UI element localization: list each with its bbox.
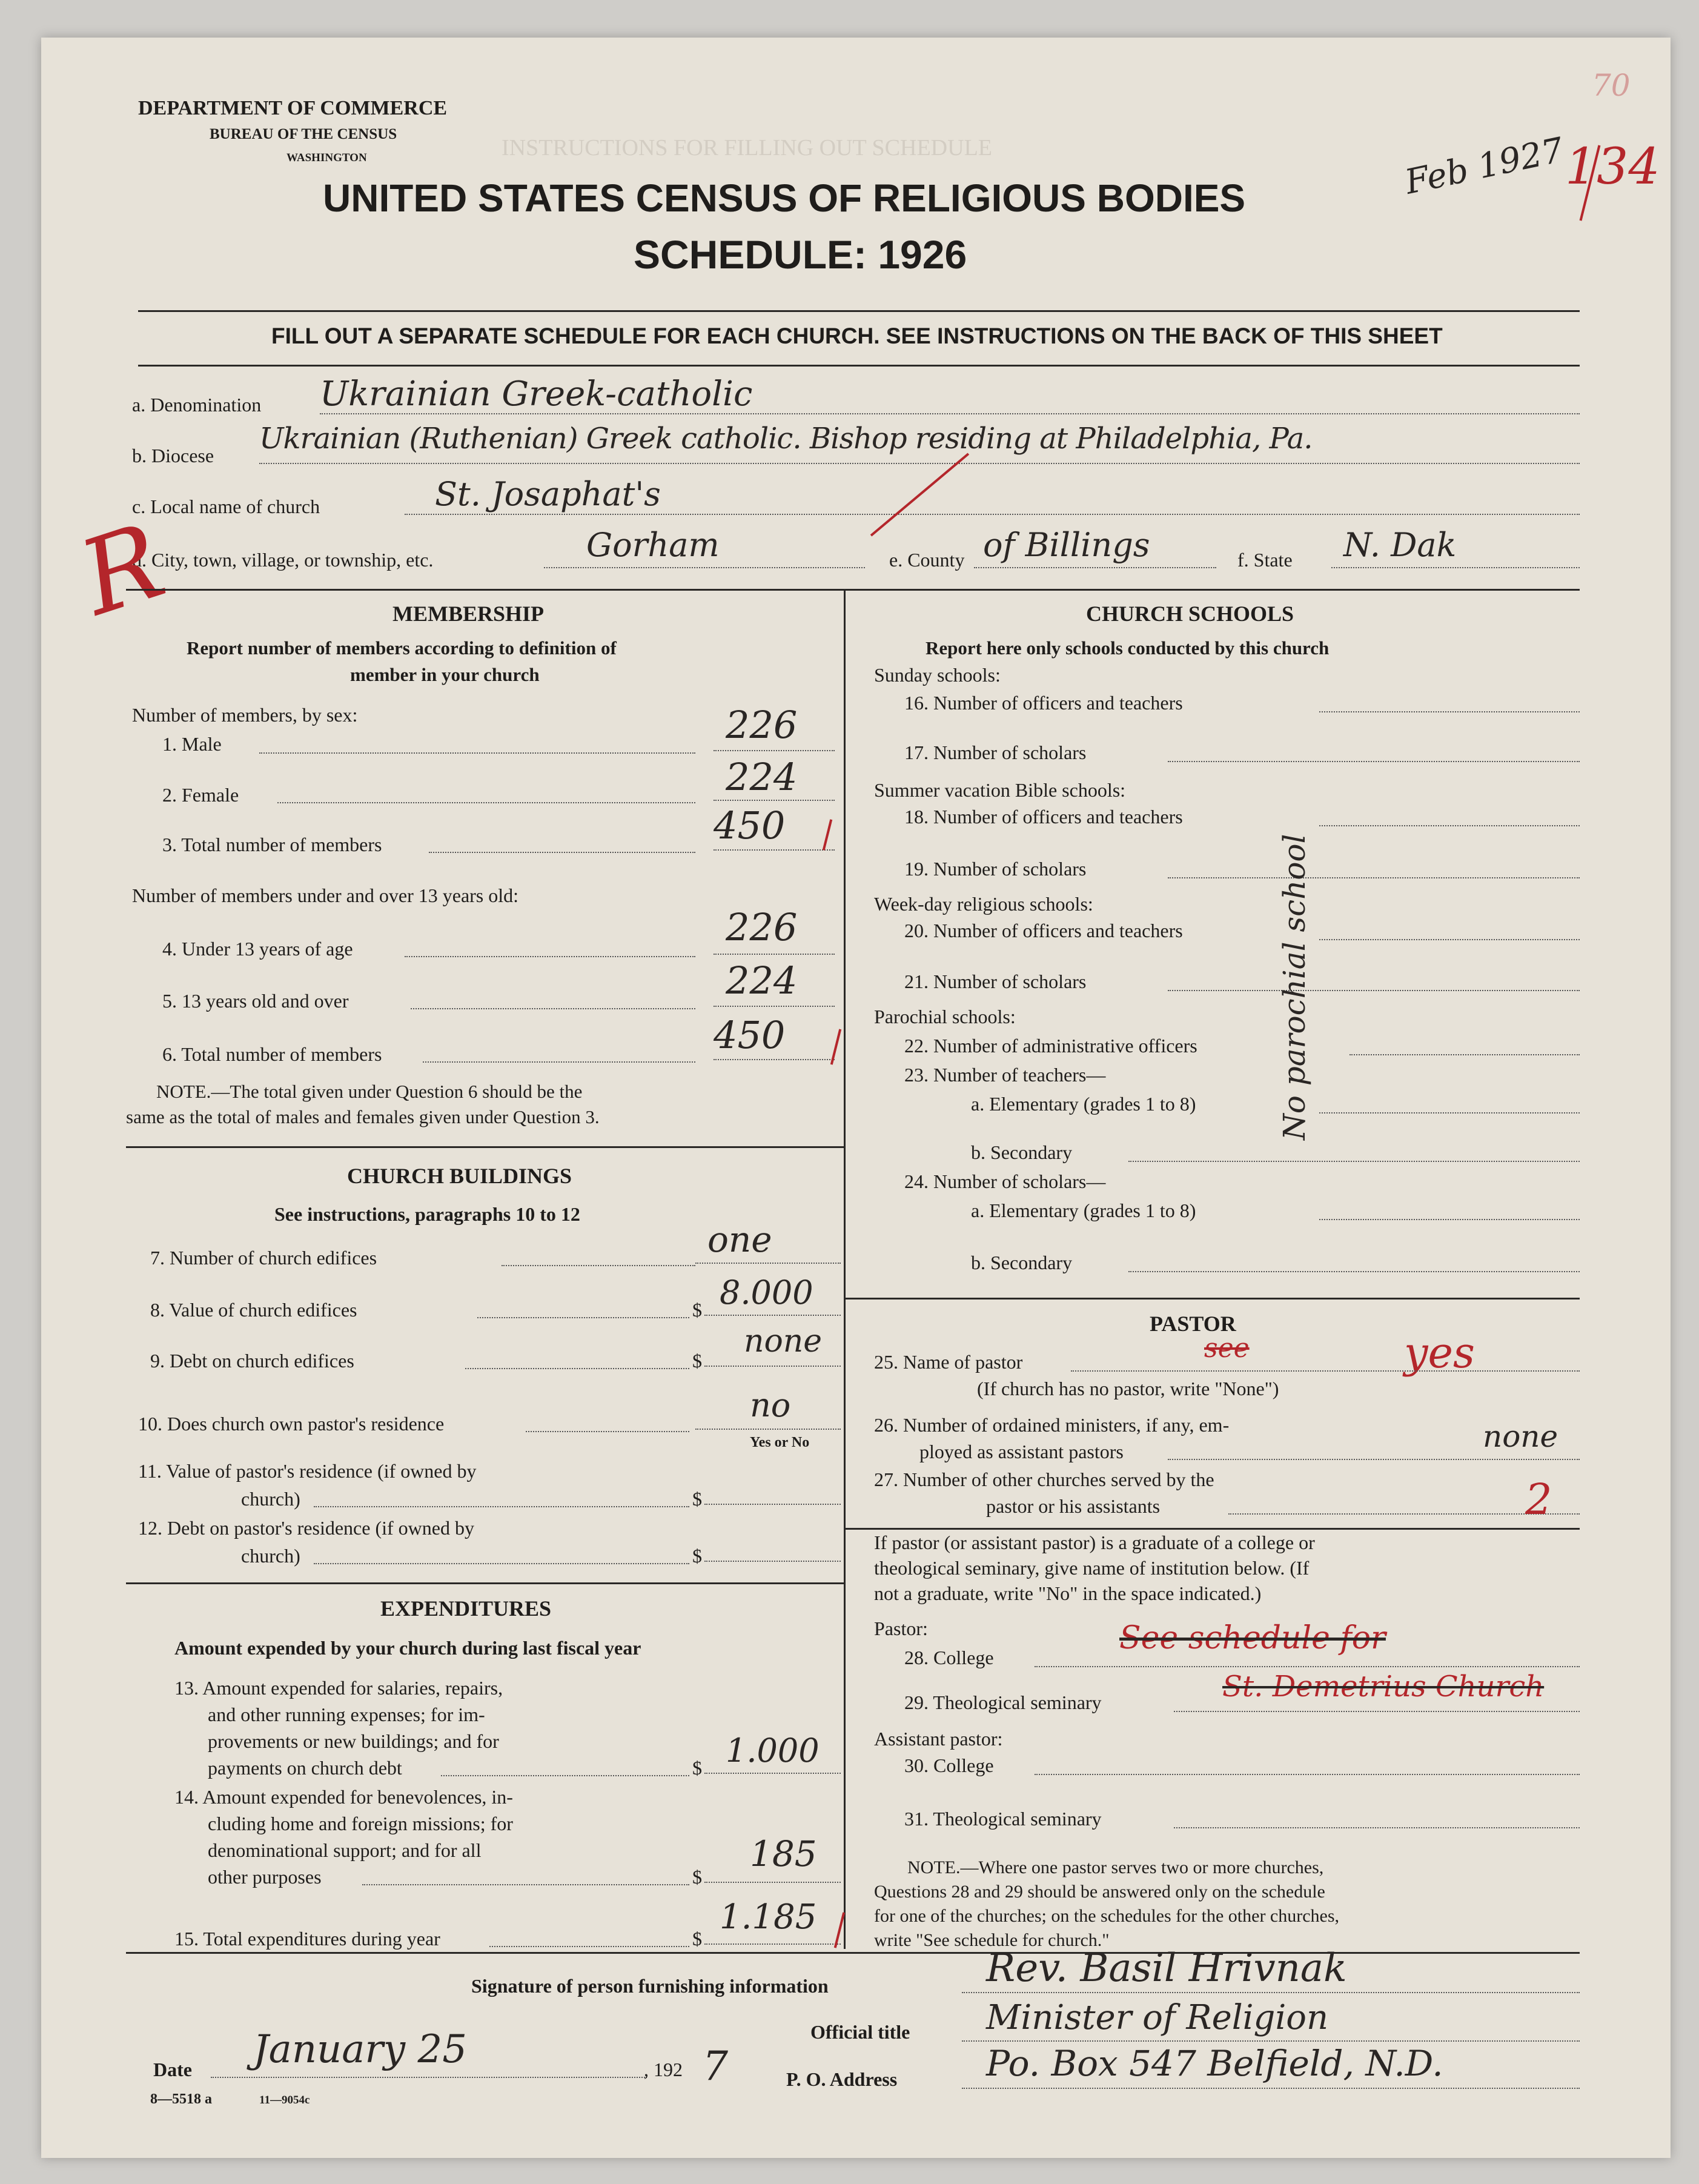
form-number: 8—5518 a <box>150 2091 212 2107</box>
signature-value[interactable]: Rev. Basil Hrivnak <box>986 1946 1347 1991</box>
bleed-through-heading: INSTRUCTIONS FOR FILLING OUT SCHEDULE <box>502 135 992 161</box>
q14-label-1: 14. Amount expended for benevolences, in- <box>174 1786 513 1808</box>
q1-line <box>714 750 835 751</box>
q7-leader <box>502 1265 695 1266</box>
q3-leader <box>429 852 695 853</box>
q23-label: 23. Number of teachers— <box>904 1064 1106 1086</box>
q10-residence-value[interactable]: no <box>750 1386 791 1424</box>
membership-note: NOTE.—The total given under Question 6 should be the <box>156 1081 583 1102</box>
no-parochial-school-note: No parochial school <box>1277 834 1312 1140</box>
q9-line <box>704 1366 841 1367</box>
q9-dollar: $ <box>692 1350 702 1372</box>
signature-line <box>962 1992 1580 1993</box>
q25-pastor-value[interactable]: yes <box>1404 1328 1475 1378</box>
sunday-schools-label: Sunday schools: <box>874 664 1001 686</box>
q28-college-value[interactable]: See schedule for <box>1119 1620 1386 1656</box>
city-township-label: d. City, town, village, or township, etc. <box>132 549 434 571</box>
official-title-value[interactable]: Minister of Religion <box>986 1998 1329 2037</box>
schedule-year: SCHEDULE: 1926 <box>634 232 967 277</box>
q25-struck-value: see <box>1204 1333 1250 1364</box>
weekday-schools-label: Week-day religious schools: <box>874 893 1093 915</box>
q8-value-amount[interactable]: 8.000 <box>720 1273 813 1312</box>
membership-intro-2: member in your church <box>350 664 540 685</box>
pastor-note-2: Questions 28 and 29 should be answered only on the schedule <box>874 1882 1325 1902</box>
form-title: UNITED STATES CENSUS OF RELIGIOUS BODIES <box>323 176 1246 220</box>
official-title-line <box>962 2040 1580 2042</box>
q1-male-value[interactable]: 226 <box>726 703 798 747</box>
q5-line <box>714 1006 835 1007</box>
diocese-label: b. Diocese <box>132 445 214 466</box>
q26-label-2: ployed as assistant pastors <box>919 1441 1124 1462</box>
bureau-label: BUREAU OF THE CENSUS <box>210 126 397 142</box>
q13-line <box>704 1773 841 1774</box>
q17-label: 17. Number of scholars <box>904 742 1087 763</box>
pastor-note-4: write "See schedule for church." <box>874 1930 1110 1950</box>
state-label: f. State <box>1237 549 1293 571</box>
membership-bottom-rule <box>126 1146 844 1148</box>
q8-dollar: $ <box>692 1299 702 1321</box>
expenditures-heading: EXPENDITURES <box>380 1596 552 1621</box>
q21-line <box>1168 990 1580 991</box>
denomination-line <box>320 413 1580 414</box>
state-line <box>1331 567 1580 568</box>
members-by-sex-label: Number of members, by sex: <box>132 704 358 726</box>
q2-line <box>714 800 835 801</box>
q15-line <box>704 1943 841 1945</box>
q1-leader <box>259 752 695 754</box>
county-label: e. County <box>889 549 965 571</box>
date-line <box>211 2077 647 2078</box>
q9-leader <box>465 1368 689 1369</box>
q27-label: 27. Number of other churches served by the <box>874 1469 1214 1490</box>
q4-under13-value[interactable]: 226 <box>726 905 798 949</box>
pastor-mid-rule <box>844 1528 1580 1530</box>
q6-total-label: 6. Total number of members <box>162 1043 382 1065</box>
q14-leader <box>362 1884 689 1885</box>
red-check-county <box>870 453 969 536</box>
diocese-value[interactable]: Ukrainian (Ruthenian) Greek catholic. Bishop residing at Philadelphia, Pa. <box>259 422 1313 456</box>
q7-edifices-label: 7. Number of church edifices <box>150 1247 377 1269</box>
local-name-line <box>405 514 1580 515</box>
column-divider <box>844 589 846 1949</box>
q26-line <box>1168 1459 1580 1460</box>
summer-schools-label: Summer vacation Bible schools: <box>874 779 1126 801</box>
q4-under13-label: 4. Under 13 years of age <box>162 938 353 960</box>
schools-bottom-rule <box>844 1298 1580 1299</box>
q3-total-value[interactable]: 450 <box>714 803 786 848</box>
q13-label-1: 13. Amount expended for salaries, repairs, <box>174 1677 503 1699</box>
q16-label: 16. Number of officers and teachers <box>904 692 1183 714</box>
q2-leader <box>277 802 695 803</box>
q23b-line <box>1128 1161 1580 1162</box>
q6-red-tick <box>830 1029 841 1064</box>
po-address-line <box>962 2088 1580 2089</box>
state-value[interactable]: N. Dak <box>1343 526 1457 564</box>
corner-date-note: Feb 1927 <box>1402 130 1567 202</box>
q19-line <box>1168 877 1580 878</box>
q29-seminary-label: 29. Theological seminary <box>904 1691 1102 1713</box>
q13-label-2: and other running expenses; for im- <box>208 1704 485 1725</box>
q20-line <box>1319 939 1580 940</box>
city-label: WASHINGTON <box>286 151 367 164</box>
q26-label: 26. Number of ordained ministers, if any, em- <box>874 1414 1230 1436</box>
header-rule-bottom <box>138 365 1580 367</box>
q14-label-4: other purposes <box>208 1866 322 1888</box>
q13-label-4: payments on church debt <box>208 1757 402 1779</box>
q24a-line <box>1319 1219 1580 1220</box>
q26-assistants-value[interactable]: none <box>1483 1419 1558 1454</box>
q18-label: 18. Number of officers and teachers <box>904 806 1183 828</box>
q5-over13-value[interactable]: 224 <box>726 958 798 1003</box>
q14-label-3: denominational support; and for all <box>208 1839 482 1861</box>
q15-dollar: $ <box>692 1928 702 1950</box>
q18-line <box>1319 825 1580 826</box>
q8-leader <box>477 1317 689 1318</box>
q14-dollar: $ <box>692 1866 702 1888</box>
q14-line <box>704 1882 841 1883</box>
local-name-value[interactable]: St. Josaphat's <box>435 475 661 513</box>
county-line <box>974 567 1216 568</box>
q14-amount[interactable]: 185 <box>750 1833 817 1874</box>
q16-line <box>1319 711 1580 712</box>
q6-line <box>714 1059 835 1060</box>
print-number: 11—9054c <box>259 2094 310 2106</box>
q14-label-2: cluding home and foreign missions; for <box>208 1813 513 1834</box>
q24a-label: a. Elementary (grades 1 to 8) <box>971 1200 1196 1221</box>
q3-red-tick <box>823 819 832 850</box>
church-schools-sub: Report here only schools conducted by this church <box>926 637 1330 659</box>
city-township-value[interactable]: Gorham <box>586 526 720 564</box>
census-schedule-sheet <box>41 38 1671 2158</box>
q29-seminary-value[interactable]: St. Demetrius Church <box>1222 1670 1545 1704</box>
q24-label: 24. Number of scholars— <box>904 1170 1106 1192</box>
q12-dollar: $ <box>692 1545 702 1567</box>
q31-seminary-label: 31. Theological seminary <box>904 1808 1102 1830</box>
corner-small-number: 70 <box>1592 68 1631 103</box>
q25-line <box>1071 1370 1580 1372</box>
denomination-value[interactable]: Ukrainian Greek-catholic <box>320 374 753 414</box>
q2-female-value[interactable]: 224 <box>726 755 798 799</box>
q28-line <box>1035 1666 1580 1667</box>
q13-leader <box>441 1775 689 1776</box>
signature-label: Signature of person furnishing information <box>471 1975 829 1997</box>
q24b-line <box>1128 1271 1580 1272</box>
q8-value-label: 8. Value of church edifices <box>150 1299 357 1321</box>
q1-male-label: 1. Male <box>162 733 222 755</box>
membership-intro: Report number of members according to definition of <box>187 637 617 659</box>
membership-note-2: same as the total of males and females given under Question 3. <box>126 1106 600 1127</box>
year-digit[interactable]: 7 <box>703 2043 728 2089</box>
q9-debt-value[interactable]: none <box>744 1323 823 1359</box>
membership-heading: MEMBERSHIP <box>392 602 545 626</box>
graduate-instruction-1: If pastor (or assistant pastor) is a graduate of a college or <box>874 1532 1315 1553</box>
county-value[interactable]: of Billings <box>983 526 1150 564</box>
q7-edifices-value[interactable]: one <box>707 1219 772 1260</box>
q25-label: 25. Name of pastor <box>874 1351 1023 1373</box>
q12-debt-residence-label: 12. Debt on pastor's residence (if owned by <box>138 1517 474 1539</box>
q15-leader <box>489 1946 689 1947</box>
q12-line <box>704 1561 841 1562</box>
po-address-value[interactable]: Po. Box 547 Belfield, N.D. <box>986 2043 1443 2084</box>
q23a-line <box>1319 1112 1580 1114</box>
official-title-label: Official title <box>810 2021 910 2043</box>
parochial-schools-label: Parochial schools: <box>874 1006 1016 1027</box>
q23b-label: b. Secondary <box>971 1141 1073 1163</box>
q11-leader <box>314 1506 689 1507</box>
q23a-label: a. Elementary (grades 1 to 8) <box>971 1093 1196 1115</box>
q21-label: 21. Number of scholars <box>904 971 1087 992</box>
q30-college-label: 30. College <box>904 1754 994 1776</box>
q3-line <box>714 849 835 851</box>
q22-line <box>1350 1054 1580 1055</box>
date-label: Date <box>153 2059 192 2080</box>
q27-label-2: pastor or his assistants <box>986 1495 1161 1517</box>
diocese-line <box>259 463 1580 464</box>
q28-college-label: 28. College <box>904 1647 994 1668</box>
denomination-label: a. Denomination <box>132 394 262 416</box>
q2-female-label: 2. Female <box>162 784 239 806</box>
q13-amount[interactable]: 1.000 <box>726 1731 820 1770</box>
q15-total-amount[interactable]: 1.185 <box>720 1897 817 1937</box>
q11-line <box>704 1504 841 1505</box>
graduate-instruction-3: not a graduate, write "No" in the space indicated.) <box>874 1582 1262 1604</box>
church-schools-heading: CHURCH SCHOOLS <box>1086 602 1294 626</box>
q7-line <box>695 1263 841 1264</box>
q30-line <box>1035 1774 1580 1775</box>
q6-leader <box>423 1061 695 1063</box>
graduate-instruction-2: theological seminary, give name of institution below. (If <box>874 1557 1310 1579</box>
q3-total-label: 3. Total number of members <box>162 834 382 855</box>
q25-note: (If church has no pastor, write "None") <box>977 1378 1279 1399</box>
pastor-heading: PASTOR <box>1150 1312 1236 1336</box>
q20-label: 20. Number of officers and teachers <box>904 920 1183 941</box>
q10-leader <box>526 1431 689 1432</box>
church-buildings-heading: CHURCH BUILDINGS <box>347 1164 572 1188</box>
q12-leader <box>314 1563 689 1564</box>
q19-label: 19. Number of scholars <box>904 858 1087 880</box>
q13-dollar: $ <box>692 1757 702 1779</box>
header-rule-top <box>138 310 1580 312</box>
q6-total-value[interactable]: 450 <box>714 1013 786 1057</box>
po-address-label: P. O. Address <box>786 2068 898 2090</box>
q15-total-label: 15. Total expenditures during year <box>174 1928 440 1950</box>
q5-over13-label: 5. 13 years old and over <box>162 990 349 1012</box>
q5-leader <box>411 1008 695 1009</box>
q13-label-3: provements or new buildings; and for <box>208 1730 499 1752</box>
corner-schedule-number: 134 <box>1565 138 1660 196</box>
church-buildings-sub: See instructions, paragraphs 10 to 12 <box>274 1203 580 1225</box>
q4-leader <box>405 956 695 957</box>
q9-debt-label: 9. Debt on church edifices <box>150 1350 354 1372</box>
members-by-age-label: Number of members under and over 13 years old: <box>132 885 519 906</box>
q11-dollar: $ <box>692 1488 702 1510</box>
q22-label: 22. Number of administrative officers <box>904 1035 1197 1057</box>
q29-line <box>1174 1711 1580 1712</box>
q24b-label: b. Secondary <box>971 1252 1073 1273</box>
red-r-checkmark: R <box>67 501 178 639</box>
pastor-subheading: Pastor: <box>874 1618 928 1639</box>
q10-line <box>695 1429 841 1430</box>
q12-church: church) <box>241 1545 300 1567</box>
yes-or-no-hint: Yes or No <box>750 1435 810 1450</box>
q17-line <box>1168 761 1580 762</box>
identity-bottom-rule <box>126 589 1580 591</box>
q10-residence-label: 10. Does church own pastor's residence <box>138 1413 445 1435</box>
pastor-note-3: for one of the churches; on the schedules for the other churches, <box>874 1906 1340 1926</box>
buildings-bottom-rule <box>126 1582 844 1584</box>
q27-other-churches-value[interactable]: 2 <box>1525 1475 1552 1524</box>
q11-value-residence-label: 11. Value of pastor's residence (if owned by <box>138 1460 477 1482</box>
year-prefix: , 192 <box>644 2059 683 2080</box>
city-township-line <box>544 567 865 568</box>
pastor-note-1: NOTE.—Where one pastor serves two or more churches, <box>907 1857 1324 1877</box>
q31-line <box>1174 1827 1580 1828</box>
assistant-pastor-subheading: Assistant pastor: <box>874 1728 1003 1750</box>
body-bottom-rule <box>126 1952 1580 1954</box>
separate-schedule-instruction: FILL OUT A SEPARATE SCHEDULE FOR EACH CHURCH. SEE INSTRUCTIONS ON THE BACK OF THIS SHEET <box>271 324 1443 348</box>
date-value[interactable]: January 25 <box>253 2027 467 2072</box>
q4-line <box>714 954 835 955</box>
local-name-label: c. Local name of church <box>132 496 320 517</box>
expenditures-sub: Amount expended by your church during last fiscal year <box>174 1637 641 1659</box>
q8-line <box>704 1315 841 1316</box>
q11-church: church) <box>241 1488 300 1510</box>
department-label: DEPARTMENT OF COMMERCE <box>138 97 448 119</box>
